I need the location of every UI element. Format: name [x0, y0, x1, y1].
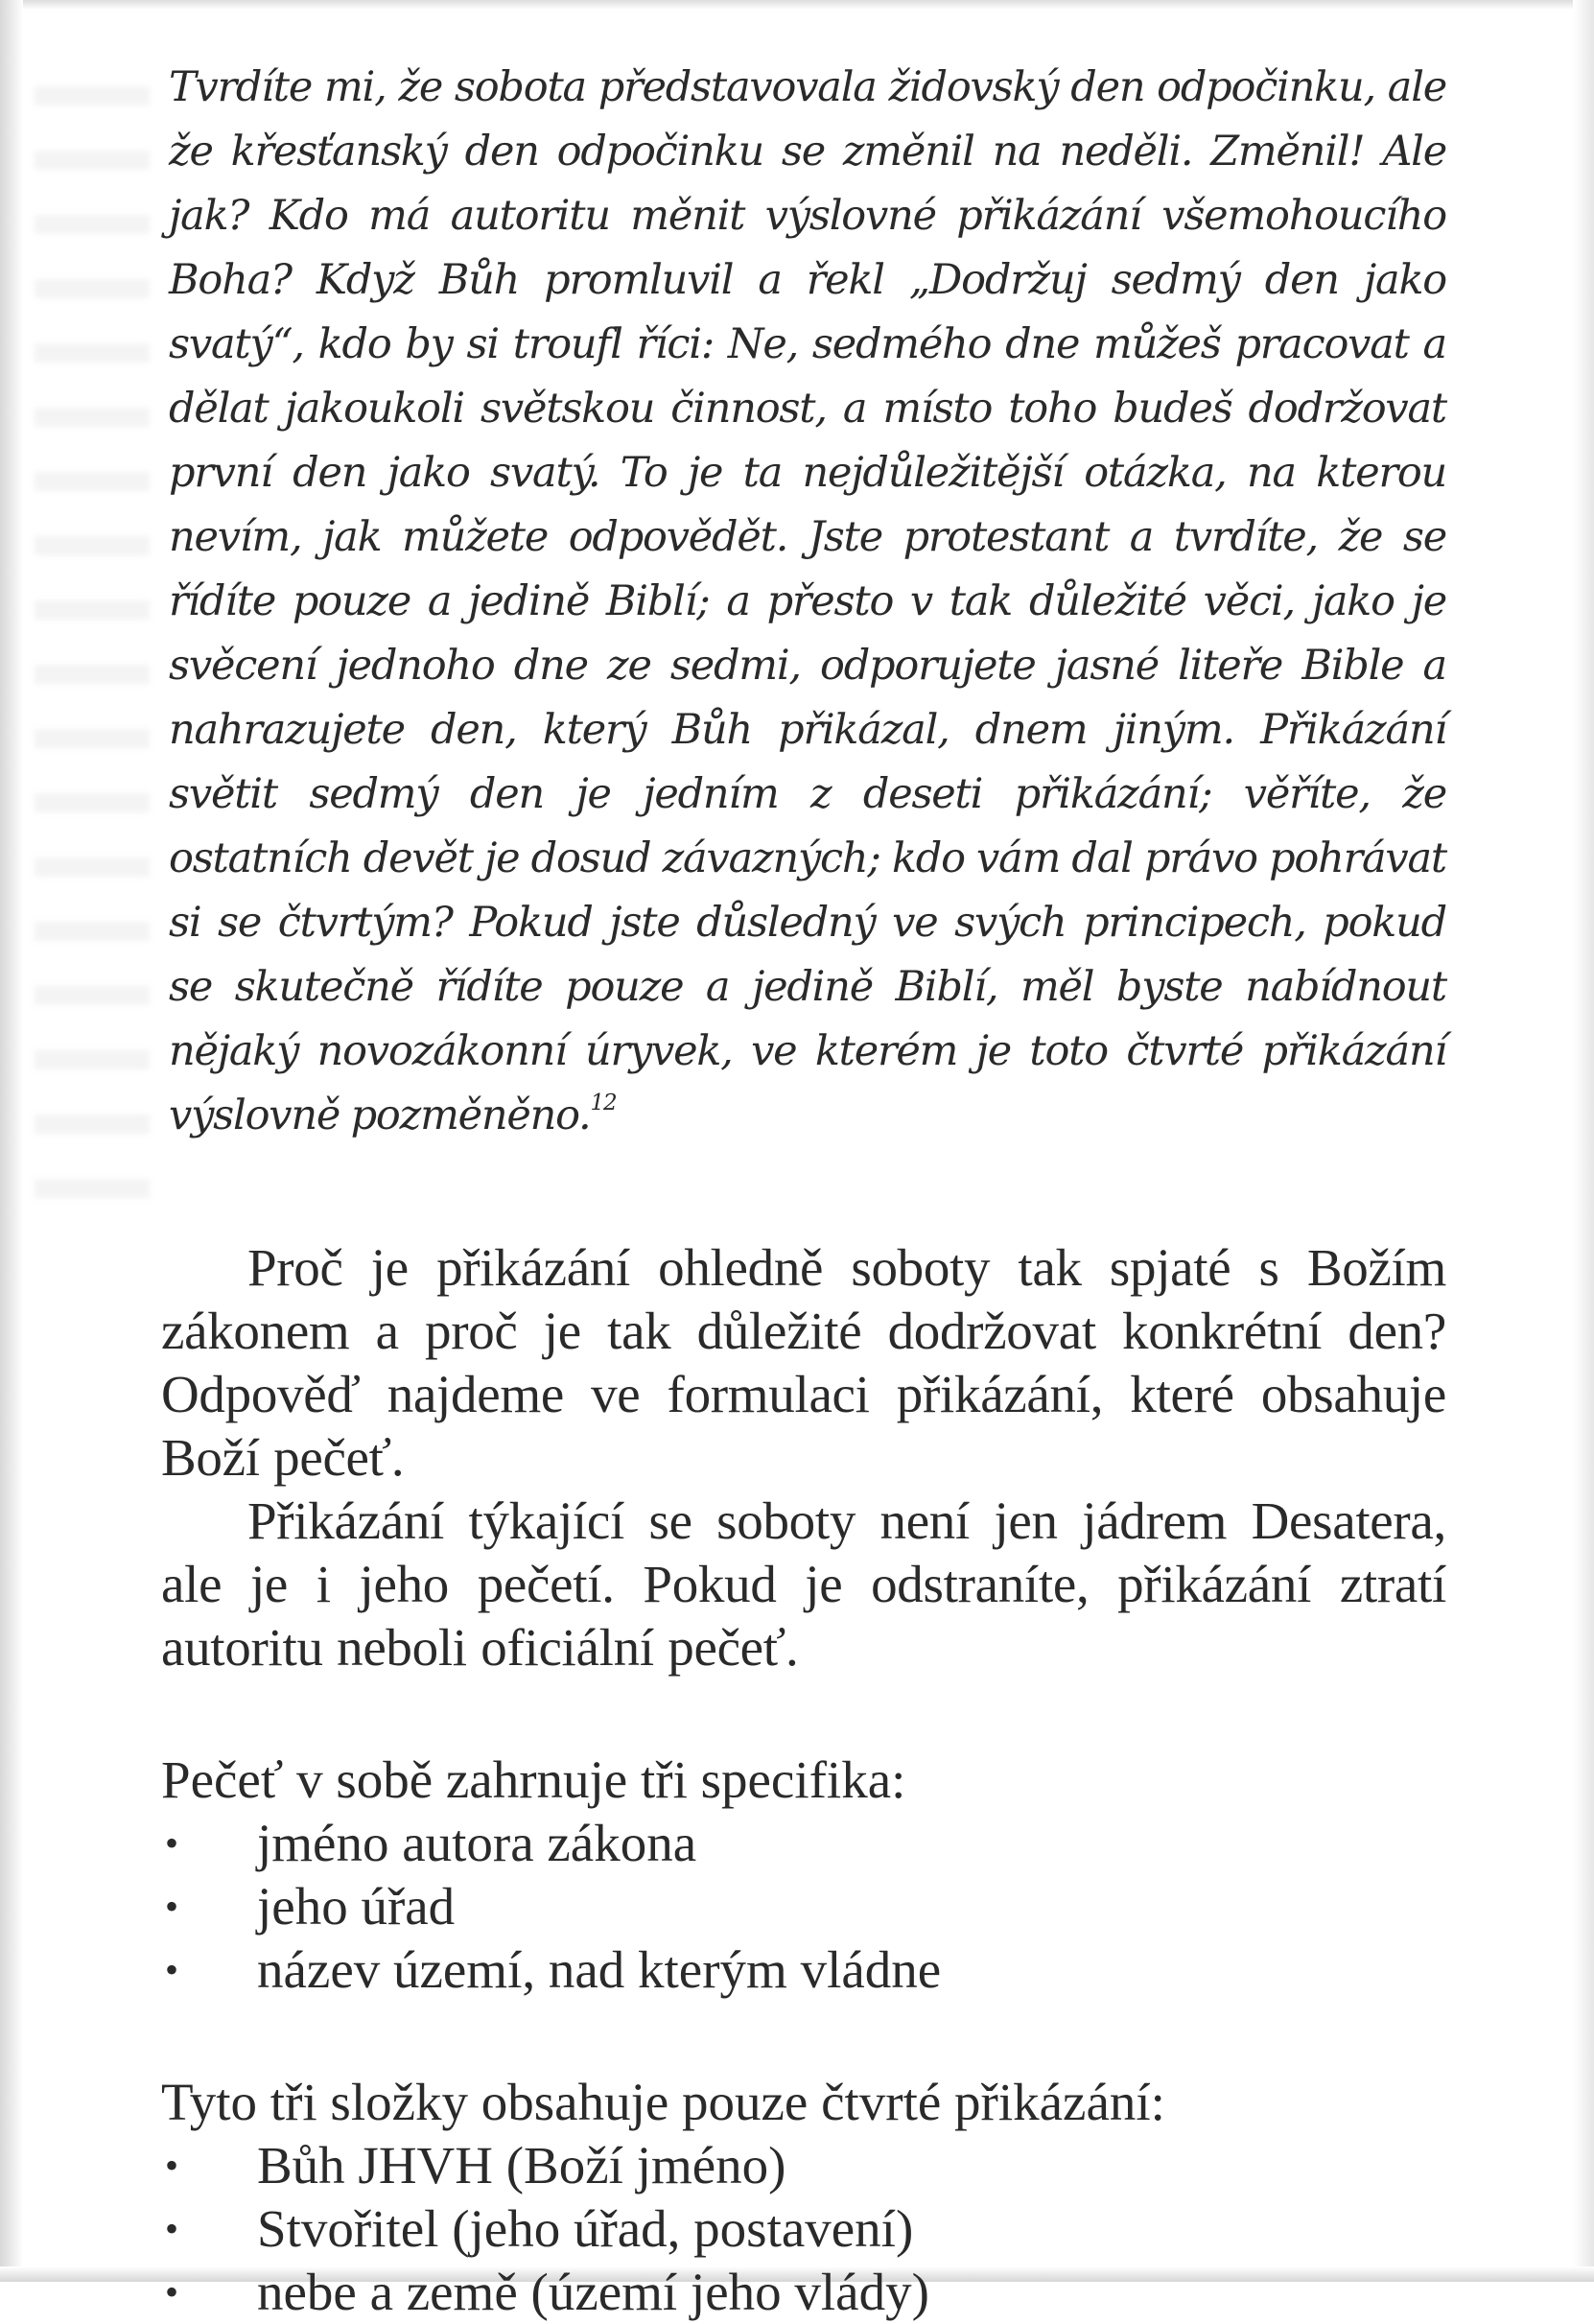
bullet-icon: •: [165, 2270, 179, 2313]
list-item: [161, 2134, 1446, 2197]
quote-text: Tvrdíte mi, že sobota představovala židovský den odpočinku, ale že křesťanský den odpočinku se změnil na neděli. Změnil! Ale jak? Kdo má autoritu měnit výslovné přikázání všemohoucího Boha? Když Bůh promluvil a řekl „Dodržuj sedmý den jako svatý“, kdo by si troufl říci: Ne, sedmého dne můžeš pracovat a dělat jakoukoli světskou činnost, a místo toho budeš dodržovat první den jako svatý. To je ta nejdůležitější otázka, na kterou nevím, jak můžete odpovědět. Jste protestant a tvrdíte, že se řídíte pouze a jedině Biblí; a přesto v tak důležité věci, jako je svěcení jednoho dne ze sedmi, odporujete jasné liteře Bible a nahrazujete den, který Bůh přikázal, dnem jiným. Přikázání světit sedmý den je jedním z deseti přikázání; věříte, že ostatních devět je dosud závazných; kdo vám dal právo pohrávat si se čtvrtým? Pokud jste důsledný ve svých principech, pokud se skutečně řídíte pouze a jedině Biblí, měl byste nabídnout nějaký novozákonní úryvek, ve kterém je toto čtvrté přikázání výslovně pozměněno.: [169, 63, 1446, 1139]
bullet-icon: •: [165, 1948, 179, 1991]
bleed-through-shadow: [35, 58, 150, 1209]
commandment-list-intro: Tyto tři složky obsahuje pouze čtvrté přikázání:: [161, 2073, 1165, 2131]
bullet-icon: •: [165, 2207, 179, 2250]
commandment-components-block: [161, 2071, 1446, 2324]
bullet-icon: •: [165, 1885, 179, 1928]
block-quote: [169, 56, 1446, 1148]
list-item-text: Stvořitel (jeho úřad, postavení): [257, 2199, 914, 2258]
scan-edge-right: [1573, 0, 1594, 2282]
seal-list-intro: Pečeť v sobě zahrnuje tři specifika:: [161, 1750, 906, 1809]
book-page: [161, 56, 1446, 2324]
footnote-reference: 12: [590, 1091, 617, 1115]
list-item-text: jméno autora zákona: [257, 1814, 697, 1872]
list-item: [161, 1938, 1446, 2002]
bullet-icon: •: [165, 2144, 179, 2187]
scan-edge-top: [0, 0, 1594, 10]
list-item: [161, 2197, 1446, 2261]
paragraph-2: Přikázání týkající se soboty není jen jádrem Desatera, ale je i jeho pečetí. Pokud je odstraníte, přikázání ztratí autoritu neboli oficiální pečeť.: [161, 1491, 1446, 1677]
list-item-text: nebe a země (území jeho vlády): [257, 2263, 929, 2321]
list-item: [161, 2261, 1446, 2324]
seal-list: [161, 1812, 1446, 2002]
commandment-list: [161, 2134, 1446, 2324]
bullet-icon: •: [165, 1821, 179, 1865]
scan-edge-left: [0, 0, 23, 2282]
list-item: [161, 1875, 1446, 1938]
list-item-text: jeho úřad: [257, 1877, 456, 1936]
list-item: [161, 1812, 1446, 1875]
paragraph-1: Proč je přikázání ohledně soboty tak spjaté s Božím zákonem a proč je tak důležité dodržovat konkrétní den? Odpověď najdeme ve formulaci přikázání, které obsahuje Boží pečeť.: [161, 1238, 1446, 1487]
list-item-text: název území, nad kterým vládne: [257, 1940, 942, 1999]
seal-specifics-block: [161, 1749, 1446, 2002]
list-item-text: Bůh JHVH (Boží jméno): [257, 2136, 786, 2195]
